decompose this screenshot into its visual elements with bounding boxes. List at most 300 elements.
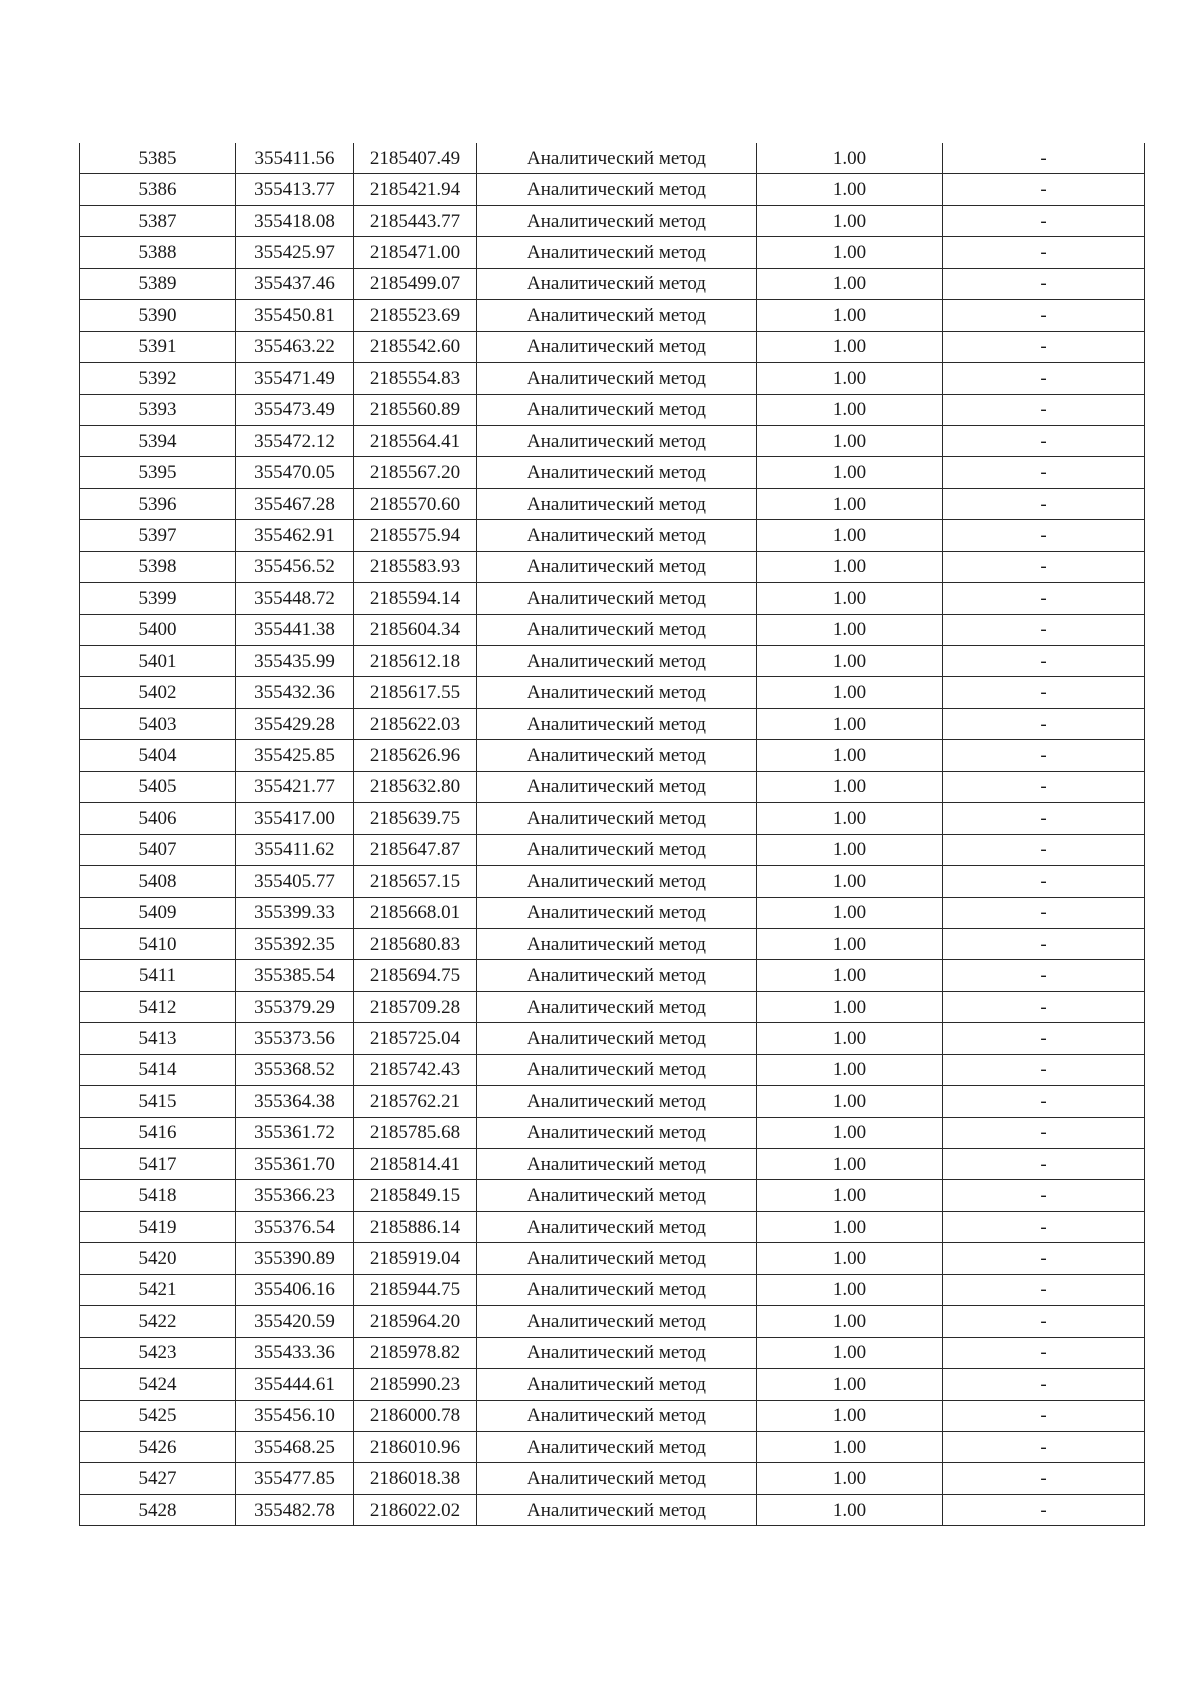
table-row: [80, 991, 1145, 1022]
precision-cell: 1.00: [757, 1431, 943, 1462]
precision-cell: 1.00: [757, 394, 943, 425]
x-coordinate-cell: 355405.77: [236, 866, 354, 897]
method-cell: Аналитический метод: [477, 268, 757, 299]
y-coordinate-cell: 2185575.94: [354, 520, 477, 551]
description-cell: -: [943, 425, 1145, 456]
table-row: [80, 1086, 1145, 1117]
description-cell: -: [943, 205, 1145, 236]
point-number-cell: 5406: [80, 803, 236, 834]
y-coordinate-cell: 2185814.41: [354, 1149, 477, 1180]
method-cell: Аналитический метод: [477, 551, 757, 582]
precision-cell: 1.00: [757, 960, 943, 991]
point-number-cell: 5385: [80, 143, 236, 174]
precision-cell: 1.00: [757, 268, 943, 299]
coordinates-table: [79, 143, 1145, 1526]
table-row: [80, 928, 1145, 959]
x-coordinate-cell: 355467.28: [236, 488, 354, 519]
x-coordinate-cell: 355472.12: [236, 425, 354, 456]
description-cell: -: [943, 1400, 1145, 1431]
precision-cell: 1.00: [757, 834, 943, 865]
description-cell: -: [943, 583, 1145, 614]
method-cell: Аналитический метод: [477, 1117, 757, 1148]
precision-cell: 1.00: [757, 646, 943, 677]
point-number-cell: 5386: [80, 174, 236, 205]
table-row: [80, 1243, 1145, 1274]
table-row: [80, 708, 1145, 739]
table-row: [80, 1180, 1145, 1211]
description-cell: -: [943, 268, 1145, 299]
x-coordinate-cell: 355444.61: [236, 1369, 354, 1400]
y-coordinate-cell: 2185632.80: [354, 771, 477, 802]
table-row: [80, 803, 1145, 834]
precision-cell: 1.00: [757, 991, 943, 1022]
x-coordinate-cell: 355392.35: [236, 928, 354, 959]
method-cell: Аналитический метод: [477, 1180, 757, 1211]
table-row: [80, 583, 1145, 614]
point-number-cell: 5392: [80, 363, 236, 394]
x-coordinate-cell: 355425.97: [236, 237, 354, 268]
precision-cell: 1.00: [757, 363, 943, 394]
method-cell: Аналитический метод: [477, 205, 757, 236]
method-cell: Аналитический метод: [477, 331, 757, 362]
table-row: [80, 425, 1145, 456]
method-cell: Аналитический метод: [477, 834, 757, 865]
table-row: [80, 771, 1145, 802]
table-row: [80, 1494, 1145, 1525]
description-cell: -: [943, 394, 1145, 425]
precision-cell: 1.00: [757, 1337, 943, 1368]
y-coordinate-cell: 2185499.07: [354, 268, 477, 299]
table-row: [80, 551, 1145, 582]
point-number-cell: 5394: [80, 425, 236, 456]
x-coordinate-cell: 355361.70: [236, 1149, 354, 1180]
method-cell: Аналитический метод: [477, 614, 757, 645]
y-coordinate-cell: 2185944.75: [354, 1274, 477, 1305]
description-cell: -: [943, 331, 1145, 362]
point-number-cell: 5412: [80, 991, 236, 1022]
description-cell: -: [943, 1369, 1145, 1400]
x-coordinate-cell: 355468.25: [236, 1431, 354, 1462]
method-cell: Аналитический метод: [477, 866, 757, 897]
y-coordinate-cell: 2185919.04: [354, 1243, 477, 1274]
method-cell: Аналитический метод: [477, 708, 757, 739]
point-number-cell: 5425: [80, 1400, 236, 1431]
precision-cell: 1.00: [757, 1463, 943, 1494]
y-coordinate-cell: 2185647.87: [354, 834, 477, 865]
method-cell: Аналитический метод: [477, 237, 757, 268]
table-row: [80, 1274, 1145, 1305]
x-coordinate-cell: 355471.49: [236, 363, 354, 394]
table-row: [80, 174, 1145, 205]
point-number-cell: 5408: [80, 866, 236, 897]
point-number-cell: 5404: [80, 740, 236, 771]
method-cell: Аналитический метод: [477, 1243, 757, 1274]
method-cell: Аналитический метод: [477, 520, 757, 551]
method-cell: Аналитический метод: [477, 1494, 757, 1525]
description-cell: -: [943, 1337, 1145, 1368]
y-coordinate-cell: 2185564.41: [354, 425, 477, 456]
point-number-cell: 5423: [80, 1337, 236, 1368]
y-coordinate-cell: 2186022.02: [354, 1494, 477, 1525]
precision-cell: 1.00: [757, 551, 943, 582]
table-row: [80, 960, 1145, 991]
point-number-cell: 5422: [80, 1306, 236, 1337]
point-number-cell: 5415: [80, 1086, 236, 1117]
table-row: [80, 834, 1145, 865]
description-cell: -: [943, 1431, 1145, 1462]
method-cell: Аналитический метод: [477, 1400, 757, 1431]
x-coordinate-cell: 355441.38: [236, 614, 354, 645]
precision-cell: 1.00: [757, 425, 943, 456]
y-coordinate-cell: 2185554.83: [354, 363, 477, 394]
description-cell: -: [943, 551, 1145, 582]
x-coordinate-cell: 355448.72: [236, 583, 354, 614]
point-number-cell: 5414: [80, 1054, 236, 1085]
precision-cell: 1.00: [757, 803, 943, 834]
point-number-cell: 5395: [80, 457, 236, 488]
method-cell: Аналитический метод: [477, 1023, 757, 1054]
precision-cell: 1.00: [757, 143, 943, 174]
method-cell: Аналитический метод: [477, 771, 757, 802]
precision-cell: 1.00: [757, 771, 943, 802]
precision-cell: 1.00: [757, 1149, 943, 1180]
description-cell: -: [943, 237, 1145, 268]
method-cell: Аналитический метод: [477, 143, 757, 174]
x-coordinate-cell: 355364.38: [236, 1086, 354, 1117]
precision-cell: 1.00: [757, 174, 943, 205]
method-cell: Аналитический метод: [477, 677, 757, 708]
precision-cell: 1.00: [757, 1306, 943, 1337]
table-row: [80, 488, 1145, 519]
y-coordinate-cell: 2185443.77: [354, 205, 477, 236]
description-cell: -: [943, 771, 1145, 802]
description-cell: -: [943, 1306, 1145, 1337]
description-cell: -: [943, 363, 1145, 394]
table-row: [80, 520, 1145, 551]
x-coordinate-cell: 355406.16: [236, 1274, 354, 1305]
precision-cell: 1.00: [757, 866, 943, 897]
table-row: [80, 1117, 1145, 1148]
method-cell: Аналитический метод: [477, 646, 757, 677]
method-cell: Аналитический метод: [477, 1337, 757, 1368]
point-number-cell: 5391: [80, 331, 236, 362]
y-coordinate-cell: 2185523.69: [354, 300, 477, 331]
point-number-cell: 5396: [80, 488, 236, 519]
y-coordinate-cell: 2185622.03: [354, 708, 477, 739]
y-coordinate-cell: 2185567.20: [354, 457, 477, 488]
y-coordinate-cell: 2185583.93: [354, 551, 477, 582]
description-cell: -: [943, 1180, 1145, 1211]
point-number-cell: 5401: [80, 646, 236, 677]
description-cell: -: [943, 1054, 1145, 1085]
x-coordinate-cell: 355421.77: [236, 771, 354, 802]
precision-cell: 1.00: [757, 897, 943, 928]
precision-cell: 1.00: [757, 708, 943, 739]
method-cell: Аналитический метод: [477, 457, 757, 488]
description-cell: -: [943, 614, 1145, 645]
table-row: [80, 331, 1145, 362]
x-coordinate-cell: 355376.54: [236, 1211, 354, 1242]
point-number-cell: 5390: [80, 300, 236, 331]
description-cell: -: [943, 803, 1145, 834]
precision-cell: 1.00: [757, 614, 943, 645]
table-row: [80, 866, 1145, 897]
description-cell: -: [943, 520, 1145, 551]
x-coordinate-cell: 355463.22: [236, 331, 354, 362]
method-cell: Аналитический метод: [477, 991, 757, 1022]
x-coordinate-cell: 355361.72: [236, 1117, 354, 1148]
point-number-cell: 5402: [80, 677, 236, 708]
table-row: [80, 677, 1145, 708]
precision-cell: 1.00: [757, 740, 943, 771]
point-number-cell: 5403: [80, 708, 236, 739]
x-coordinate-cell: 355432.36: [236, 677, 354, 708]
x-coordinate-cell: 355473.49: [236, 394, 354, 425]
precision-cell: 1.00: [757, 1369, 943, 1400]
y-coordinate-cell: 2185612.18: [354, 646, 477, 677]
method-cell: Аналитический метод: [477, 928, 757, 959]
point-number-cell: 5400: [80, 614, 236, 645]
point-number-cell: 5417: [80, 1149, 236, 1180]
description-cell: -: [943, 960, 1145, 991]
point-number-cell: 5405: [80, 771, 236, 802]
y-coordinate-cell: 2185570.60: [354, 488, 477, 519]
x-coordinate-cell: 355477.85: [236, 1463, 354, 1494]
precision-cell: 1.00: [757, 928, 943, 959]
method-cell: Аналитический метод: [477, 897, 757, 928]
table-row: [80, 237, 1145, 268]
y-coordinate-cell: 2185964.20: [354, 1306, 477, 1337]
x-coordinate-cell: 355373.56: [236, 1023, 354, 1054]
point-number-cell: 5421: [80, 1274, 236, 1305]
y-coordinate-cell: 2185471.00: [354, 237, 477, 268]
y-coordinate-cell: 2185742.43: [354, 1054, 477, 1085]
table-row: [80, 1337, 1145, 1368]
description-cell: -: [943, 897, 1145, 928]
description-cell: -: [943, 143, 1145, 174]
table-row: [80, 1306, 1145, 1337]
description-cell: -: [943, 708, 1145, 739]
x-coordinate-cell: 355379.29: [236, 991, 354, 1022]
x-coordinate-cell: 355417.00: [236, 803, 354, 834]
method-cell: Аналитический метод: [477, 1369, 757, 1400]
x-coordinate-cell: 355385.54: [236, 960, 354, 991]
table-row: [80, 897, 1145, 928]
method-cell: Аналитический метод: [477, 583, 757, 614]
point-number-cell: 5419: [80, 1211, 236, 1242]
description-cell: -: [943, 1494, 1145, 1525]
point-number-cell: 5427: [80, 1463, 236, 1494]
table-row: [80, 268, 1145, 299]
x-coordinate-cell: 355420.59: [236, 1306, 354, 1337]
y-coordinate-cell: 2185542.60: [354, 331, 477, 362]
method-cell: Аналитический метод: [477, 394, 757, 425]
point-number-cell: 5399: [80, 583, 236, 614]
y-coordinate-cell: 2186010.96: [354, 1431, 477, 1462]
y-coordinate-cell: 2185560.89: [354, 394, 477, 425]
y-coordinate-cell: 2185639.75: [354, 803, 477, 834]
x-coordinate-cell: 355462.91: [236, 520, 354, 551]
point-number-cell: 5410: [80, 928, 236, 959]
y-coordinate-cell: 2185421.94: [354, 174, 477, 205]
method-cell: Аналитический метод: [477, 1306, 757, 1337]
y-coordinate-cell: 2185978.82: [354, 1337, 477, 1368]
precision-cell: 1.00: [757, 1211, 943, 1242]
x-coordinate-cell: 355433.36: [236, 1337, 354, 1368]
precision-cell: 1.00: [757, 583, 943, 614]
method-cell: Аналитический метод: [477, 1463, 757, 1494]
description-cell: -: [943, 834, 1145, 865]
y-coordinate-cell: 2185849.15: [354, 1180, 477, 1211]
precision-cell: 1.00: [757, 1274, 943, 1305]
y-coordinate-cell: 2185668.01: [354, 897, 477, 928]
precision-cell: 1.00: [757, 1054, 943, 1085]
precision-cell: 1.00: [757, 237, 943, 268]
description-cell: -: [943, 1023, 1145, 1054]
x-coordinate-cell: 355411.62: [236, 834, 354, 865]
point-number-cell: 5389: [80, 268, 236, 299]
point-number-cell: 5398: [80, 551, 236, 582]
y-coordinate-cell: 2185762.21: [354, 1086, 477, 1117]
point-number-cell: 5428: [80, 1494, 236, 1525]
description-cell: -: [943, 677, 1145, 708]
description-cell: -: [943, 1117, 1145, 1148]
precision-cell: 1.00: [757, 331, 943, 362]
y-coordinate-cell: 2185694.75: [354, 960, 477, 991]
coordinates-table-body: [80, 143, 1145, 1526]
y-coordinate-cell: 2185407.49: [354, 143, 477, 174]
method-cell: Аналитический метод: [477, 174, 757, 205]
precision-cell: 1.00: [757, 1180, 943, 1211]
point-number-cell: 5409: [80, 897, 236, 928]
x-coordinate-cell: 355450.81: [236, 300, 354, 331]
table-row: [80, 1400, 1145, 1431]
description-cell: -: [943, 457, 1145, 488]
table-row: [80, 205, 1145, 236]
y-coordinate-cell: 2185785.68: [354, 1117, 477, 1148]
y-coordinate-cell: 2185594.14: [354, 583, 477, 614]
point-number-cell: 5388: [80, 237, 236, 268]
point-number-cell: 5424: [80, 1369, 236, 1400]
precision-cell: 1.00: [757, 1023, 943, 1054]
description-cell: -: [943, 1211, 1145, 1242]
precision-cell: 1.00: [757, 1400, 943, 1431]
x-coordinate-cell: 355429.28: [236, 708, 354, 739]
table-row: [80, 1149, 1145, 1180]
table-row: [80, 1463, 1145, 1494]
description-cell: -: [943, 1463, 1145, 1494]
table-row: [80, 1211, 1145, 1242]
x-coordinate-cell: 355456.10: [236, 1400, 354, 1431]
precision-cell: 1.00: [757, 1086, 943, 1117]
method-cell: Аналитический метод: [477, 363, 757, 394]
method-cell: Аналитический метод: [477, 1054, 757, 1085]
description-cell: -: [943, 1243, 1145, 1274]
y-coordinate-cell: 2185990.23: [354, 1369, 477, 1400]
table-row: [80, 394, 1145, 425]
x-coordinate-cell: 355368.52: [236, 1054, 354, 1085]
description-cell: -: [943, 1149, 1145, 1180]
precision-cell: 1.00: [757, 205, 943, 236]
point-number-cell: 5416: [80, 1117, 236, 1148]
method-cell: Аналитический метод: [477, 740, 757, 771]
x-coordinate-cell: 355411.56: [236, 143, 354, 174]
method-cell: Аналитический метод: [477, 1211, 757, 1242]
table-row: [80, 740, 1145, 771]
y-coordinate-cell: 2185886.14: [354, 1211, 477, 1242]
precision-cell: 1.00: [757, 677, 943, 708]
table-row: [80, 1023, 1145, 1054]
x-coordinate-cell: 355413.77: [236, 174, 354, 205]
point-number-cell: 5413: [80, 1023, 236, 1054]
table-row: [80, 1431, 1145, 1462]
x-coordinate-cell: 355435.99: [236, 646, 354, 677]
x-coordinate-cell: 355456.52: [236, 551, 354, 582]
description-cell: -: [943, 928, 1145, 959]
y-coordinate-cell: 2186000.78: [354, 1400, 477, 1431]
point-number-cell: 5407: [80, 834, 236, 865]
x-coordinate-cell: 355437.46: [236, 268, 354, 299]
method-cell: Аналитический метод: [477, 300, 757, 331]
y-coordinate-cell: 2185617.55: [354, 677, 477, 708]
x-coordinate-cell: 355482.78: [236, 1494, 354, 1525]
description-cell: -: [943, 991, 1145, 1022]
description-cell: -: [943, 488, 1145, 519]
method-cell: Аналитический метод: [477, 1149, 757, 1180]
table-row: [80, 143, 1145, 174]
table-row: [80, 614, 1145, 645]
description-cell: -: [943, 1274, 1145, 1305]
x-coordinate-cell: 355390.89: [236, 1243, 354, 1274]
table-row: [80, 1054, 1145, 1085]
method-cell: Аналитический метод: [477, 425, 757, 456]
method-cell: Аналитический метод: [477, 488, 757, 519]
precision-cell: 1.00: [757, 300, 943, 331]
y-coordinate-cell: 2185709.28: [354, 991, 477, 1022]
point-number-cell: 5418: [80, 1180, 236, 1211]
y-coordinate-cell: 2185657.15: [354, 866, 477, 897]
y-coordinate-cell: 2185604.34: [354, 614, 477, 645]
table-row: [80, 300, 1145, 331]
point-number-cell: 5387: [80, 205, 236, 236]
x-coordinate-cell: 355366.23: [236, 1180, 354, 1211]
y-coordinate-cell: 2186018.38: [354, 1463, 477, 1494]
y-coordinate-cell: 2185725.04: [354, 1023, 477, 1054]
description-cell: -: [943, 174, 1145, 205]
point-number-cell: 5393: [80, 394, 236, 425]
method-cell: Аналитический метод: [477, 803, 757, 834]
table-row: [80, 1369, 1145, 1400]
description-cell: -: [943, 866, 1145, 897]
method-cell: Аналитический метод: [477, 960, 757, 991]
description-cell: -: [943, 300, 1145, 331]
precision-cell: 1.00: [757, 1117, 943, 1148]
table-row: [80, 646, 1145, 677]
method-cell: Аналитический метод: [477, 1086, 757, 1117]
method-cell: Аналитический метод: [477, 1274, 757, 1305]
x-coordinate-cell: 355470.05: [236, 457, 354, 488]
description-cell: -: [943, 740, 1145, 771]
x-coordinate-cell: 355425.85: [236, 740, 354, 771]
x-coordinate-cell: 355418.08: [236, 205, 354, 236]
table-row: [80, 457, 1145, 488]
description-cell: -: [943, 1086, 1145, 1117]
description-cell: -: [943, 646, 1145, 677]
y-coordinate-cell: 2185680.83: [354, 928, 477, 959]
table-row: [80, 363, 1145, 394]
precision-cell: 1.00: [757, 520, 943, 551]
point-number-cell: 5397: [80, 520, 236, 551]
